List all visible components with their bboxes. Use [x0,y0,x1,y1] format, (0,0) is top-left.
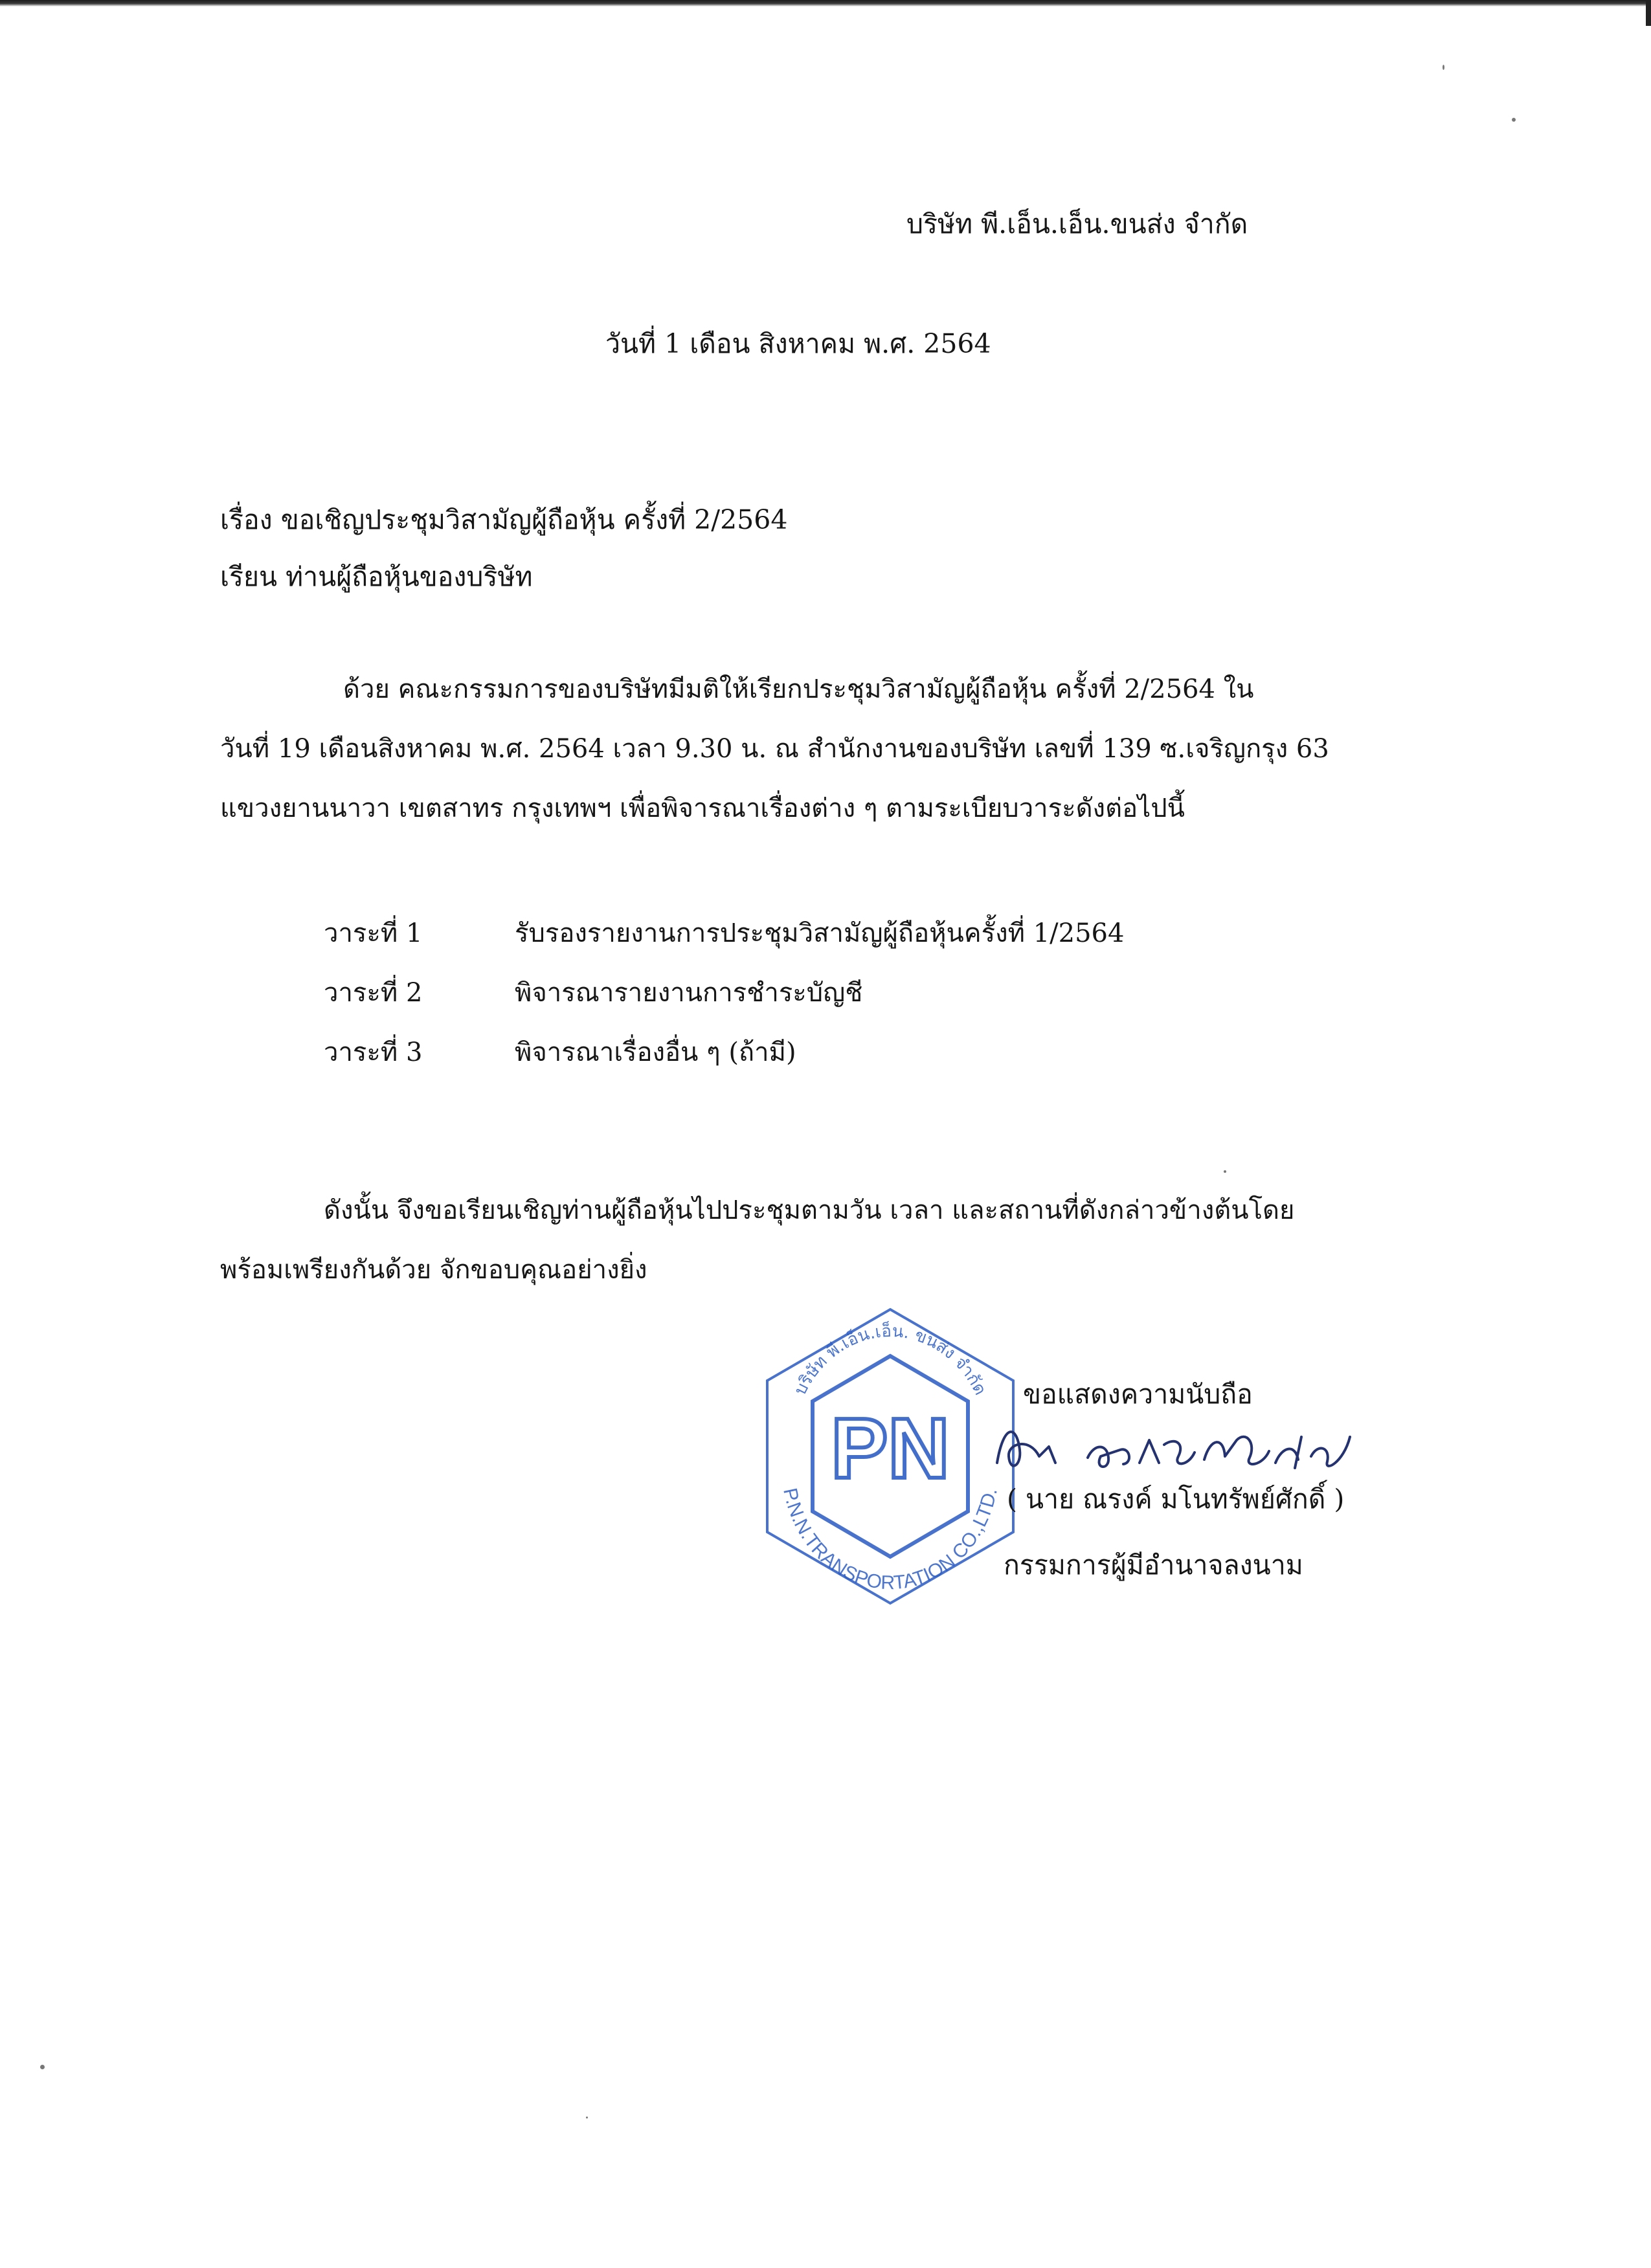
scan-speck [40,2065,45,2069]
closing-phrase: ขอแสดงความนับถือ [1023,1379,1253,1410]
scan-edge [0,0,1651,6]
paragraph-line: ด้วย คณะกรรมการของบริษัทมีมติให้เรียกประชุมวิสามัญผู้ถือหุ้น ครั้งที่ 2/2564 ใน [343,674,1254,704]
scan-speck [586,2117,588,2118]
agenda-item [324,962,1124,1022]
agenda-item [324,1022,1124,1082]
stamp-thai-ring-text: บริษัท พี.เอ็น.เอ็น. ขนส่ง จำกัด [790,1321,991,1399]
agenda-label: วาระที่ 2 [324,978,423,1008]
paragraph-line: แขวงยานนาวา เขตสาทร กรุงเทพฯ เพื่อพิจารณาเรื่องต่าง ๆ ตามระเบียบวาระดังต่อไปนี้ [220,794,1185,823]
salutation: เรียน ท่านผู้ถือหุ้นของบริษัท [220,561,533,592]
subject-line: เรื่อง ขอเชิญประชุมวิสามัญผู้ถือหุ้น ครั้งที่ 2/2564 [220,504,788,535]
agenda-item [324,903,1124,962]
scan-speck [1443,65,1444,70]
agenda-label: วาระที่ 1 [324,918,423,948]
agenda-label: วาระที่ 3 [324,1038,423,1067]
scan-edge-right [1646,0,1651,26]
paragraph-line: พร้อมเพรียงกันด้วย จักขอบคุณอย่างยิ่ง [220,1255,647,1285]
paragraph-closing [220,1194,1294,1313]
paragraph-line: วันที่ 19 เดือนสิงหาคม พ.ศ. 2564 เวลา 9.30 น. ณ สำนักงานของบริษัท เลขที่ 139 ซ.เจริญกรุง 63 [220,734,1329,764]
agenda-text: พิจารณารายงานการชำระบัญชี [515,978,863,1008]
agenda-list [324,903,1124,1082]
stamp-logo: PN [831,1401,950,1496]
agenda-text: พิจารณาเรื่องอื่น ๆ (ถ้ามี) [515,1038,796,1067]
stamp-ring-text: P.N.N.TRANSPORTATION CO.,LTD. [779,1486,1002,1594]
scan-speck [1224,1170,1226,1173]
company-name: บริษัท พี.เอ็น.เอ็น.ขนส่ง จำกัด [906,208,1248,239]
letter-date: วันที่ 1 เดือน สิงหาคม พ.ศ. 2564 [605,328,991,359]
signer-name: ( นาย ณรงค์ มโนทรัพย์ศักดิ์ ) [1007,1484,1345,1515]
paragraph-line: ดังนั้น จึงขอเรียนเชิญท่านผู้ถือหุ้นไปประชุมตามวัน เวลา และสถานที่ดังกล่าวข้างต้นโดย [324,1195,1295,1225]
company-stamp [754,1304,1026,1608]
paragraph-invitation [220,673,1329,852]
scan-speck [1512,118,1516,122]
signer-title: กรรมการผู้มีอำนาจลงนาม [1004,1550,1303,1581]
agenda-text: รับรองรายงานการประชุมวิสามัญผู้ถือหุ้นครั้งที่ 1/2564 [515,918,1125,948]
svg-text:บริษัท พี.เอ็น.เอ็น. ขนส่ง จำก [791,1320,990,1399]
handwritten-signature [991,1411,1353,1482]
